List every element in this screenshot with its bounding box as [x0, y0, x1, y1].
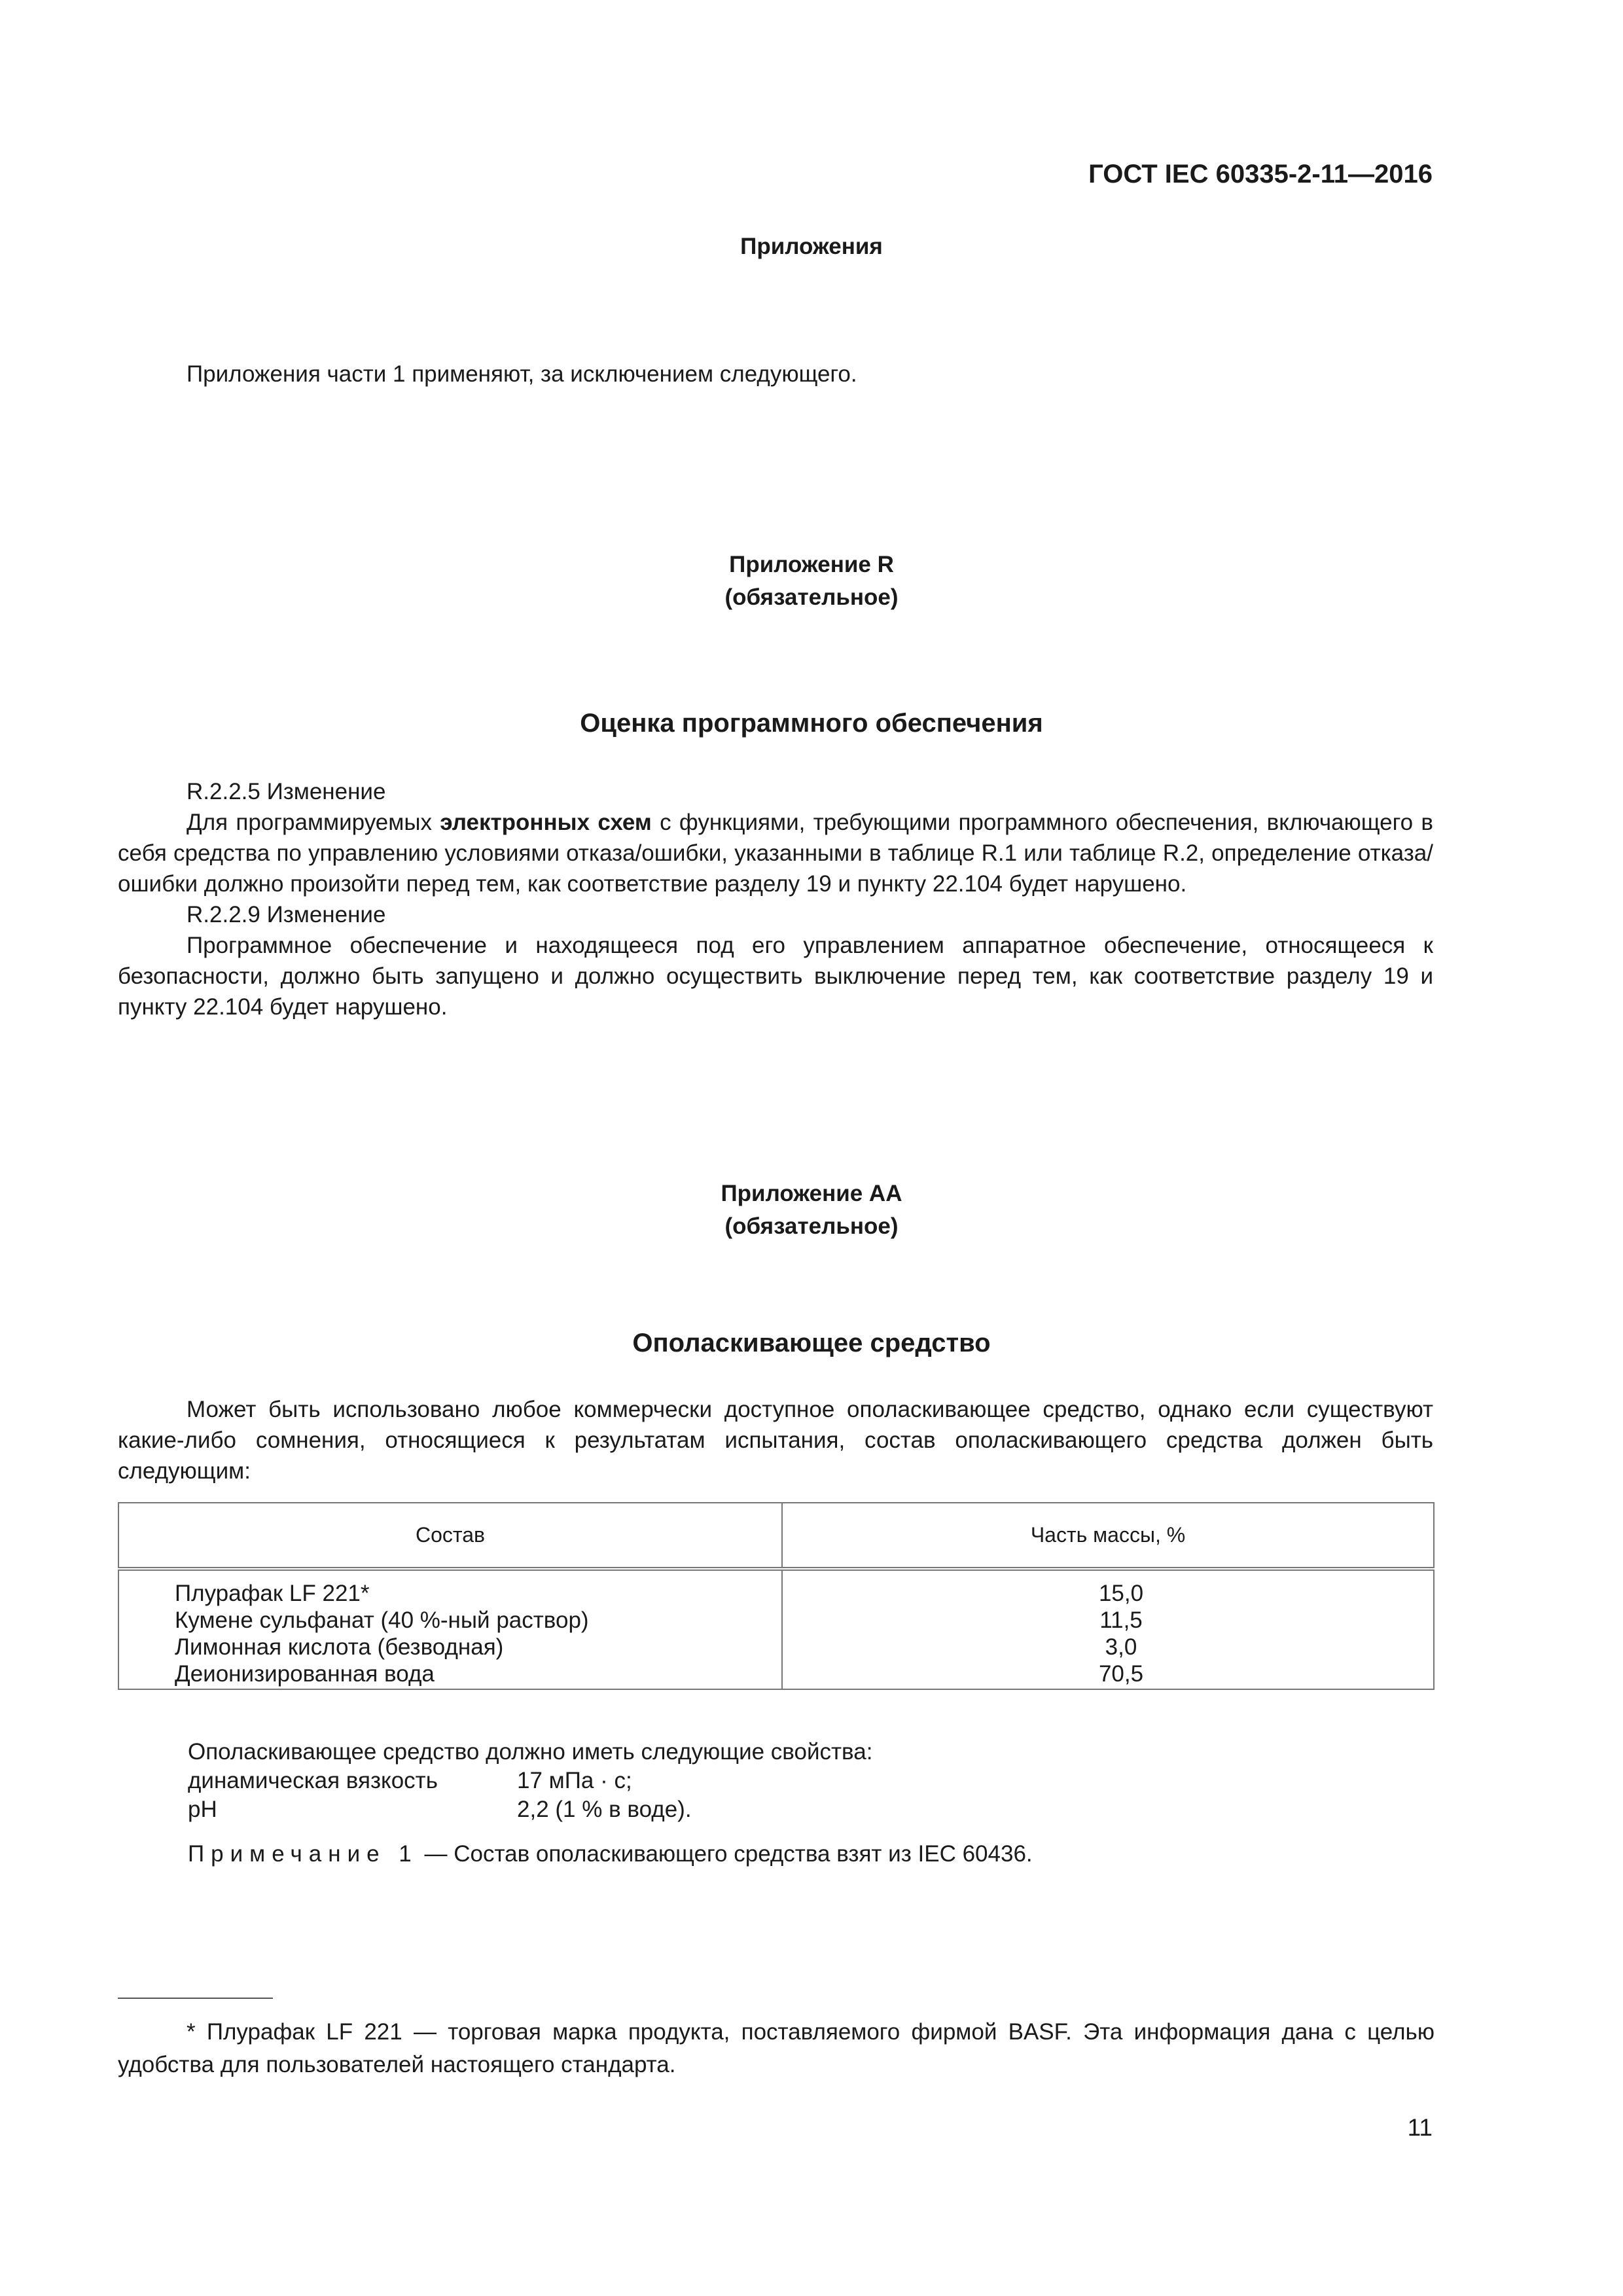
names-column — [118, 1569, 782, 1689]
appendix-aa-intro — [118, 1394, 1433, 1486]
values-column — [782, 1569, 1434, 1689]
appendix-aa-intro-text: Может быть использовано любое коммерчески доступное ополаскивающее средство, однако если существуют какие-либо сомнения, относящиеся к результатам испытания, состав ополаскивающего средства должен быть следующим: — [118, 1397, 1433, 1484]
appendices-intro — [118, 359, 1433, 389]
appendix-r-status: (обязательное) — [724, 584, 899, 610]
page-number: 11 — [1407, 2114, 1433, 2141]
appendix-aa-status: (обязательное) — [724, 1213, 899, 1239]
item-r225-text — [118, 807, 1433, 899]
table-row-name: Кумене сульфанат (40 %-ный раствор) — [175, 1607, 589, 1633]
table-row-name: Лимонная кислота (безводная) — [175, 1634, 504, 1660]
property-row — [188, 1767, 872, 1795]
table-row-name: Деионизированная вода — [175, 1661, 435, 1687]
table-row-value: 70,5 — [1098, 1661, 1144, 1687]
appendix-aa-heading: Ополаскивающее средство — [632, 1329, 991, 1357]
appendix-r-title: Приложение R — [729, 552, 894, 577]
appendix-aa-title: Приложение АА — [721, 1181, 902, 1206]
item-r225-text-pre: Для программируемых — [187, 810, 440, 835]
table-header-row — [118, 1503, 1434, 1569]
header-composition: Состав — [118, 1503, 782, 1569]
item-r229-label: R.2.2.9 Изменение — [187, 902, 386, 927]
appendix-r-heading: Оценка программного обеспечения — [580, 709, 1043, 738]
table-row-value: 11,5 — [1099, 1607, 1143, 1633]
document-code: ГОСТ IEC 60335-2-11—2016 — [1088, 160, 1433, 188]
footnote-text: * Плурафак LF 221 — торговая марка продукта, поставляемого фирмой BASF. Эта информация дана с целью удобства для пользователей настоящего стандарта. — [118, 2019, 1435, 2077]
table-body-row — [118, 1569, 1434, 1689]
properties-intro: Ополаскивающее средство должно иметь следующие свойства: — [188, 1739, 873, 1765]
properties-block — [188, 1738, 872, 1824]
composition-table — [118, 1502, 1435, 1690]
appendices-intro-text: Приложения части 1 применяют, за исключением следующего. — [187, 361, 857, 387]
table-row-name: Плурафак LF 221* — [175, 1581, 370, 1606]
item-r225-text-post: с функциями, требующими программного обеспечения, включающего в себя средства по управлению условиями отказа/ошибки, указанными в таблице R.1 или таблице R.2, определение отказа/ошибки должно произойти перед тем, как соответствие разделу 19 и пункту 22.104 будет нарушено. — [118, 810, 1433, 897]
footnote-divider — [118, 1998, 273, 1999]
property-key: динамическая вязкость — [188, 1768, 438, 1793]
property-row — [188, 1795, 872, 1824]
appendix-r-body — [118, 776, 1433, 1022]
property-key: рН — [188, 1797, 217, 1822]
table-row-value: 3,0 — [1105, 1634, 1137, 1660]
footnote — [118, 2016, 1435, 2081]
item-r225-label: R.2.2.5 Изменение — [187, 779, 386, 804]
appendices-title: Приложения — [740, 234, 883, 259]
property-value: 2,2 (1 % в воде). — [517, 1797, 692, 1822]
header-mass-fraction: Часть массы, % — [782, 1503, 1434, 1569]
item-r225-text-bold: электронных схем — [440, 810, 652, 835]
property-value: 17 мПа · с; — [517, 1768, 632, 1793]
item-r229-text: Программное обеспечение и находящееся под его управлением аппаратное обеспечение, относящееся к безопасности, должно быть запущено и должно осуществить выключение перед тем, как соответствие разделу 19 и пункту 22.104 будет нарушено. — [118, 933, 1433, 1020]
table-row-value: 15,0 — [1098, 1581, 1144, 1606]
note-label: Примечание 1 — [188, 1841, 418, 1867]
note-text: — Состав ополаскивающего средства взят из IEC 60436. — [418, 1841, 1033, 1867]
note — [188, 1841, 1033, 1867]
